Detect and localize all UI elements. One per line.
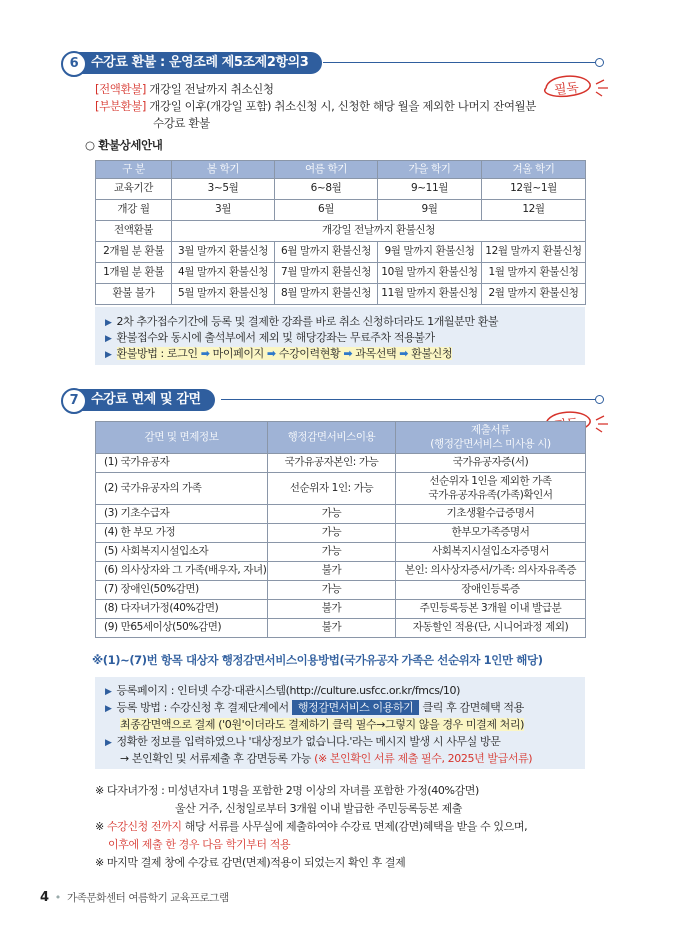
table-cell: 9월: [378, 200, 482, 221]
footnote-multichild: ※ 다자녀가정 : 미성년자녀 1명을 포함한 2명 이상의 자녀를 포함한 가정(40%감면): [95, 784, 479, 797]
table-cell: (3) 기초수급자: [96, 505, 268, 524]
table-row: [96, 242, 586, 263]
table-row: [96, 581, 586, 600]
triangle-bullet-icon: ▶: [105, 334, 112, 344]
table-row: [96, 562, 586, 581]
table-row: [96, 543, 586, 562]
table-cell: 사회복지시설입소자증명서: [396, 543, 586, 562]
triangle-bullet-icon: ▶: [105, 687, 112, 697]
must-read-stamp-1: [540, 70, 610, 107]
triangle-bullet-icon: ▶: [105, 738, 112, 748]
section7-title: 수강료 면제 및 감면: [75, 389, 215, 411]
table-cell: 1월 말까지 환불신청: [482, 263, 586, 284]
table-row: [96, 179, 586, 200]
section7-rule: [221, 399, 595, 400]
table-cell: 5월 말까지 환불신청: [172, 284, 275, 305]
footnote-multichild-2: 울산 거주, 신청일로부터 3개월 이내 발급한 주민등록등본 제출: [175, 802, 463, 815]
table-cell: 가능: [268, 524, 396, 543]
table-cell: 4월 말까지 환불신청: [172, 263, 275, 284]
refund-notes-box: [95, 307, 585, 365]
table-cell: 개강일 전날까지 환불신청: [172, 221, 586, 242]
table-cell: 6~8월: [275, 179, 378, 200]
section6-rule-end: [595, 58, 604, 67]
exemption-note-title: ※(1)~(7)번 항목 대상자 행정감면서비스이용방법(국가유공자 가족은 선순위자 1인만 해당): [92, 653, 543, 667]
footnote-final-check: ※ 마지막 결제 창에 수강료 감면(면제)적용이 되었는지 확인 후 결제: [95, 856, 406, 869]
table-cell: 3월 말까지 환불신청: [172, 242, 275, 263]
table-cell: 12월~1월: [482, 179, 586, 200]
refund-note: ▶ 환불접수와 동시에 출석부에서 제외 및 해당강좌는 무료주차 적용불가: [105, 331, 435, 344]
table-cell: 6월: [275, 200, 378, 221]
table-cell: 선순위자 1인: 가능: [268, 473, 396, 505]
section7-rule-end: [595, 395, 604, 404]
table-cell: 본인: 의사상자증서/가족: 의사자유족증: [396, 562, 586, 581]
section6-number: 6: [61, 51, 87, 77]
triangle-bullet-icon: ▶: [105, 350, 112, 360]
table-cell: (1) 국가유공자: [96, 454, 268, 473]
exemption-col-header: 행정감면서비스이용: [268, 422, 396, 454]
must-read-stamp-1-text: 필독: [553, 80, 580, 99]
refund-col-header: 봄 학기: [172, 161, 275, 179]
table-cell: 기초생활수급증명서: [396, 505, 586, 524]
arrow-right-icon: ➡: [343, 347, 353, 360]
partial-refund-text: 개강일 이후(개강일 포함) 취소신청 시, 신청한 해당 월을 제외한 나머지 잔여월분: [149, 99, 536, 113]
table-cell: 2월 말까지 환불신청: [482, 284, 586, 305]
final-payment-line: 최종감면액으로 결제 ('0원'이더라도 결제하기 클릭 필수→그렇지 않을 경우 미결제 처리): [120, 718, 524, 731]
section7-header: [61, 387, 611, 413]
table-cell: 가능: [268, 581, 396, 600]
table-cell: 자동할인 적용(단, 시니어과정 제외): [396, 619, 586, 638]
table-cell: (4) 한 부모 가정: [96, 524, 268, 543]
table-cell: (2) 국가유공자의 가족: [96, 473, 268, 505]
exemption-table: [95, 421, 586, 638]
page-number: 4: [40, 890, 49, 905]
exemption-table-header-row: [96, 422, 586, 454]
table-cell: 주민등록등본 3개월 이내 발급분: [396, 600, 586, 619]
table-cell: 6월 말까지 환불신청: [275, 242, 378, 263]
arrow-right-icon: ➡: [200, 347, 210, 360]
partial-refund-line: [95, 98, 536, 114]
refund-col-header: 겨울 학기: [482, 161, 586, 179]
table-cell: 가능: [268, 543, 396, 562]
table-cell: 1개월 분 환불: [96, 263, 172, 284]
table-cell: 한부모가족증명서: [396, 524, 586, 543]
refund-col-header: 여름 학기: [275, 161, 378, 179]
table-cell: 교육기간: [96, 179, 172, 200]
full-refund-line: [95, 81, 274, 97]
table-cell: 2개월 분 환불: [96, 242, 172, 263]
arrow-right-icon: ➡: [266, 347, 276, 360]
footnote-deadline-2: 이후에 제출 한 경우 다음 학기부터 적용: [108, 838, 291, 851]
table-cell: (9) 만65세이상(50%감면): [96, 619, 268, 638]
table-cell: 장애인등록증: [396, 581, 586, 600]
table-cell: (6) 의사상자와 그 가족(배우자, 자녀): [96, 562, 268, 581]
table-cell: 불가: [268, 619, 396, 638]
refund-table: [95, 160, 586, 305]
table-cell: 8월 말까지 환불신청: [275, 284, 378, 305]
table-cell: 개강 월: [96, 200, 172, 221]
section6-header: [61, 50, 611, 76]
partial-refund-line2: 수강료 환불: [153, 116, 210, 130]
table-cell: 11월 말까지 환불신청: [378, 284, 482, 305]
table-cell: (8) 다자녀가정(40%감면): [96, 600, 268, 619]
table-cell: 12월: [482, 200, 586, 221]
triangle-bullet-icon: ▶: [105, 704, 112, 714]
refund-detail-title: ○ 환불상세안내: [85, 138, 163, 152]
table-cell: 전액환불: [96, 221, 172, 242]
table-row: [96, 221, 586, 242]
footer-text: 가족문화센터 여름학기 교육프로그램: [66, 892, 229, 904]
identity-check-line: → 본인확인 및 서류제출 후 감면등록 가능 (※ 본인확인 서류 제출 필수, 2025년 발급서류): [120, 752, 533, 765]
table-cell: 불가: [268, 562, 396, 581]
table-cell: 3~5월: [172, 179, 275, 200]
refund-col-header: 가을 학기: [378, 161, 482, 179]
table-cell: (5) 사회복지시설입소자: [96, 543, 268, 562]
table-cell: (7) 장애인(50%감면): [96, 581, 268, 600]
table-row: [96, 505, 586, 524]
table-row: [96, 619, 586, 638]
exemption-col-header: 감면 및 면제정보: [96, 422, 268, 454]
footnote-deadline: ※ 수강신청 전까지 해당 서류를 사무실에 제출하여야 수강료 면제(감면)혜택을 받을 수 있으며,: [95, 820, 528, 833]
registration-page-line: ▶ 등록페이지 : 인터넷 수강·대관시스템(http://culture.usfcc.or.kr/fmcs/10): [105, 684, 460, 697]
exemption-method-box: [95, 677, 585, 769]
refund-note: ▶ 2차 추가접수기간에 등록 및 결제한 강좌를 바로 취소 신청하더라도 1개월분만 환불: [105, 315, 499, 328]
section6-rule: [323, 62, 595, 63]
table-cell: 불가: [268, 600, 396, 619]
table-row: [96, 473, 586, 505]
refund-method-steps: 환불방법 : 로그인 ➡ 마이페이지 ➡ 수강이력현황 ➡ 과목선택 ➡ 환불신청: [116, 347, 453, 360]
table-row: [96, 200, 586, 221]
section6-title: 수강료 환불 : 운영조례 제5조제2항의3: [75, 52, 322, 74]
table-cell: 3월: [172, 200, 275, 221]
table-cell: 가능: [268, 505, 396, 524]
exemption-col-header: 제출서류 (행정감면서비스 미사용 시): [396, 422, 586, 454]
triangle-bullet-icon: ▶: [105, 318, 112, 328]
table-row: [96, 600, 586, 619]
refund-method: [105, 345, 452, 361]
table-cell: 9~11월: [378, 179, 482, 200]
refund-col-header: 구 분: [96, 161, 172, 179]
arrow-right-icon: ➡: [399, 347, 409, 360]
registration-method-line: ▶ 등록 방법 : 수강신청 후 결제단계에서 행정감면서비스 이용하기 클릭 후 감면혜택 적용: [105, 701, 524, 714]
table-cell: 10월 말까지 환불신청: [378, 263, 482, 284]
partial-refund-label: [부분환불]: [95, 99, 147, 113]
table-cell: 12월 말까지 환불신청: [482, 242, 586, 263]
footer-dot: •: [54, 891, 61, 904]
table-cell: 환불 불가: [96, 284, 172, 305]
page-footer: [40, 890, 229, 905]
table-row: [96, 284, 586, 305]
table-row: [96, 454, 586, 473]
table-cell: 7월 말까지 환불신청: [275, 263, 378, 284]
table-row: [96, 524, 586, 543]
full-refund-text: 개강일 전날까지 취소신청: [149, 82, 274, 96]
no-info-line: ▶ 정확한 정보를 입력하였으나 '대상정보가 없습니다.'라는 메시지 발생 시 사무실 방문: [105, 735, 501, 748]
table-cell: 국가유공자증(서): [396, 454, 586, 473]
admin-discount-service-button[interactable]: 행정감면서비스 이용하기: [292, 700, 420, 715]
refund-table-header-row: [96, 161, 586, 179]
section7-number: 7: [61, 388, 87, 414]
table-cell: 9월 말까지 환불신청: [378, 242, 482, 263]
table-cell: 선순위자 1인을 제외한 가족 국가유공자유족(가족)확인서: [396, 473, 586, 505]
full-refund-label: [전액환불]: [95, 82, 147, 96]
table-cell: 국가유공자본인: 가능: [268, 454, 396, 473]
table-row: [96, 263, 586, 284]
